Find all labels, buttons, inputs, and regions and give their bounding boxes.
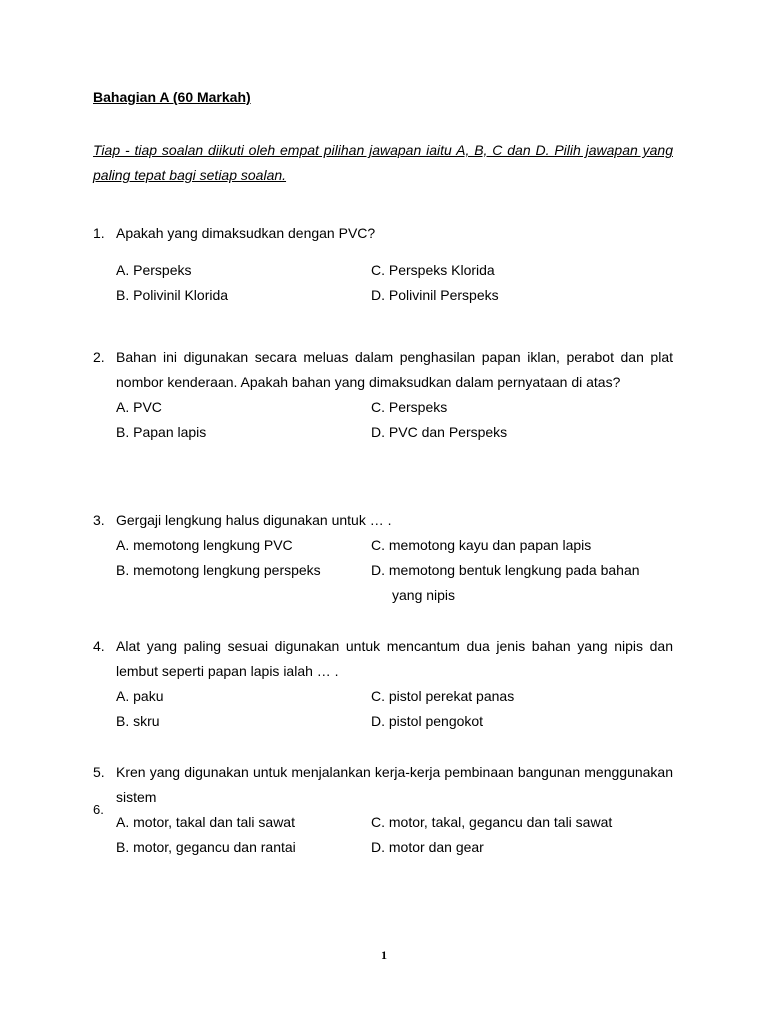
option-d: D. Polivinil Perspeks <box>371 287 499 303</box>
options-grid <box>116 684 673 734</box>
option-c: C. motor, takal, gegancu dan tali sawat <box>371 814 613 830</box>
option-c: C. Perspeks Klorida <box>371 262 495 278</box>
question-number: 5. <box>93 764 105 780</box>
options-grid <box>116 533 673 608</box>
option-d: D. pistol pengokot <box>371 713 484 729</box>
option-d-text: D. memotong bentuk lengkung pada bahan <box>371 562 640 578</box>
question-5 <box>93 760 673 860</box>
instructions: Tiap - tiap soalan diikuti oleh empat pilihan jawapan iaitu A, B, C dan D. Pilih jawapan yang paling tepat bagi setiap soalan. <box>93 142 673 183</box>
question-1 <box>93 221 673 308</box>
option-c: C. Perspeks <box>371 399 448 415</box>
question-4 <box>93 634 673 734</box>
option-a: A. PVC <box>116 399 162 415</box>
option-d <box>371 558 673 608</box>
options-grid <box>116 395 673 445</box>
question-text: Alat yang paling sesuai digunakan untuk mencantum dua jenis bahan yang nipis dan lembut seperti papan lapis ialah … . <box>116 638 673 679</box>
option-d: D. motor dan gear <box>371 839 484 855</box>
option-a: A. motor, takal dan tali sawat <box>116 814 295 830</box>
option-d-continuation: yang nipis <box>392 587 456 603</box>
option-c: C. pistol perekat panas <box>371 688 515 704</box>
question-number: 2. <box>93 349 105 365</box>
question-text: Bahan ini digunakan secara meluas dalam penghasilan papan iklan, perabot dan plat nombor kenderaan. Apakah bahan yang dimaksudkan dalam pernyataan di atas? <box>116 349 673 390</box>
options-grid <box>116 810 673 860</box>
options-grid <box>116 258 673 308</box>
option-b: B. skru <box>116 713 160 729</box>
question-text: Gergaji lengkung halus digunakan untuk … . <box>116 512 392 528</box>
option-a: A. paku <box>116 688 164 704</box>
question-number: 1. <box>93 225 105 241</box>
option-d: D. PVC dan Perspeks <box>371 424 508 440</box>
question-text: Apakah yang dimaksudkan dengan PVC? <box>116 225 376 241</box>
option-b: B. Polivinil Klorida <box>116 287 229 303</box>
option-b: B. motor, gegancu dan rantai <box>116 839 296 855</box>
page-number: 1 <box>381 948 387 962</box>
question-number: 4. <box>93 638 105 654</box>
section-title: Bahagian A (60 Markah) <box>93 89 251 105</box>
option-b: B. Papan lapis <box>116 424 207 440</box>
option-a: A. Perspeks <box>116 262 192 278</box>
option-c: C. memotong kayu dan papan lapis <box>371 537 592 553</box>
question-number: 3. <box>93 512 105 528</box>
option-a: A. memotong lengkung PVC <box>116 537 293 553</box>
question-2 <box>93 345 673 445</box>
question-3 <box>93 508 673 608</box>
question-text: Kren yang digunakan untuk menjalankan kerja-kerja pembinaan bangunan menggunakan sistem <box>116 764 673 805</box>
stray-question-number: 6. <box>93 802 104 817</box>
option-b: B. memotong lengkung perspeks <box>116 562 321 578</box>
